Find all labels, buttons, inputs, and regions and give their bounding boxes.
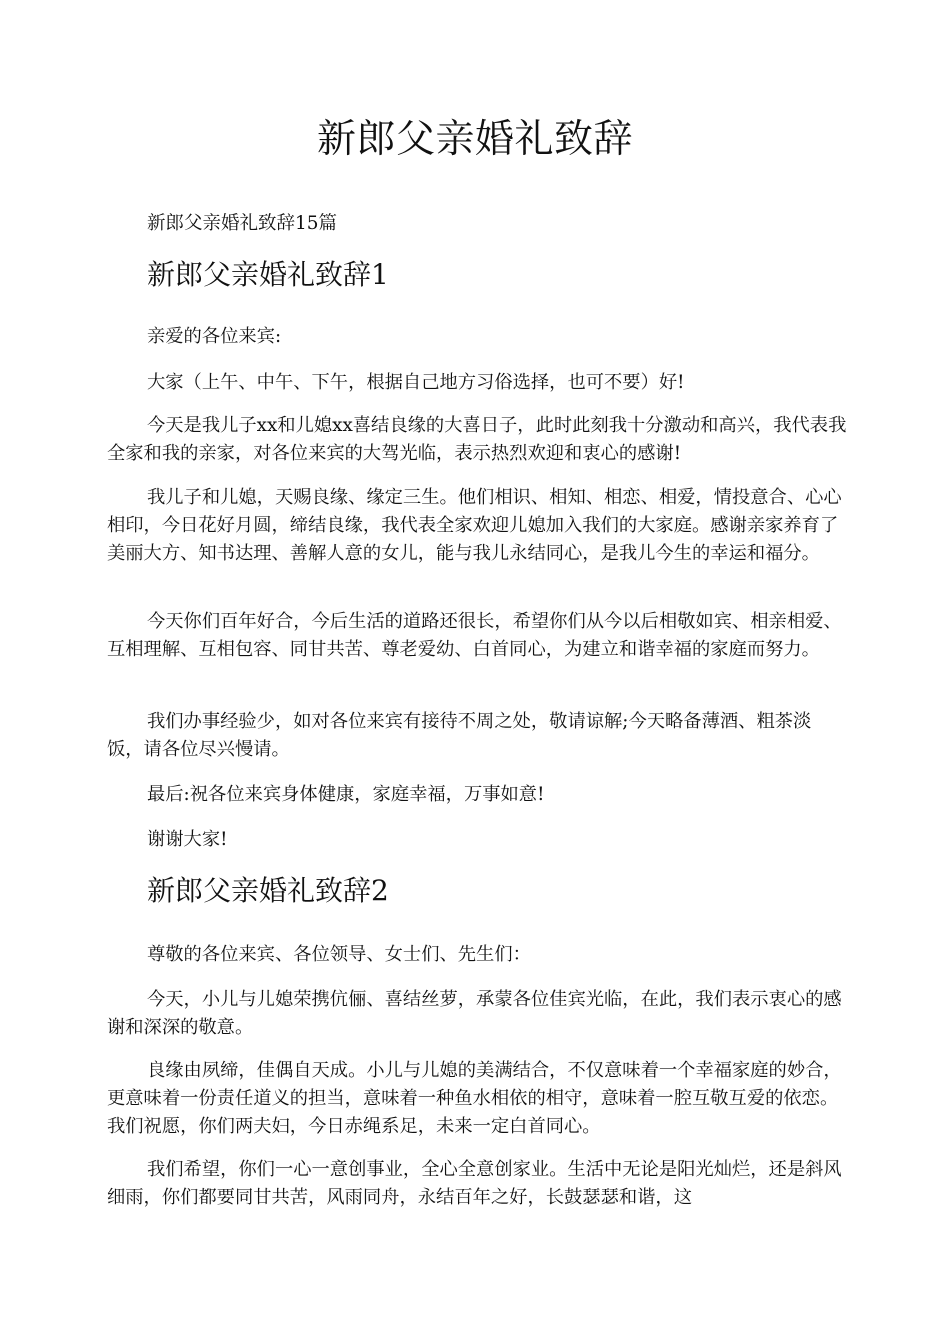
section-1-paragraph-5: 今天你们百年好合，今后生活的道路还很长，希望你们从今以后相敬如宾、相亲相爱、互相理解、互相包容、同甘共苦、尊老爱幼、白首同心，为建立和谐幸福的家庭而努力。 (107, 611, 842, 660)
document-subtitle: 新郎父亲婚礼致辞15篇 (147, 213, 338, 234)
section-1-paragraph-6: 我们办事经验少，如对各位来宾有接待不周之处，敬请谅解;今天略备薄酒、粗茶淡饭，请各位尽兴慢请。 (107, 711, 812, 760)
section-1-paragraph-1: 亲爱的各位来宾: (147, 326, 282, 347)
section-2-heading: 新郎父亲婚礼致辞2 (147, 874, 389, 907)
section-1-paragraph-3: 今天是我儿子xx和儿媳xx喜结良缘的大喜日子，此时此刻我十分激动和高兴，我代表我全家和我的亲家，对各位来宾的大驾光临，表示热烈欢迎和衷心的感谢! (107, 415, 847, 464)
section-2-paragraph-3: 良缘由夙缔，佳偶自天成。小儿与儿媳的美满结合，不仅意味着一个幸福家庭的妙合，更意味着一份责任道义的担当，意味着一种鱼水相依的相守，意味着一腔互敬互爱的依恋。我们祝愿，你们两夫妇，今日赤绳系足，未来一定白首同心。 (107, 1060, 842, 1137)
section-1-paragraph-7: 最后:祝各位来宾身体健康，家庭幸福，万事如意! (147, 784, 545, 805)
section-2-paragraph-4: 我们希望，你们一心一意创事业，全心全意创家业。生活中无论是阳光灿烂，还是斜风细雨，你们都要同甘共苦，风雨同舟，永结百年之好，长鼓瑟瑟和谐，这 (107, 1159, 842, 1208)
section-1-paragraph-8: 谢谢大家! (147, 829, 228, 850)
document-title: 新郎父亲婚礼致辞 (316, 117, 633, 162)
section-1-paragraph-4: 我儿子和儿媳，天赐良缘、缘定三生。他们相识、相知、相恋、相爱，情投意合、心心相印，今日花好月圆，缔结良缘，我代表全家欢迎儿媳加入我们的大家庭。感谢亲家养育了美丽大方、知书达理、善解人意的女儿，能与我儿永结同心，是我儿今生的幸运和福分。 (107, 487, 842, 564)
section-1-paragraph-2: 大家（上午、中午、下午，根据自己地方习俗选择，也可不要）好! (147, 372, 685, 393)
section-2-paragraph-2: 今天，小儿与儿媳荣携伉俪、喜结丝萝，承蒙各位佳宾光临，在此，我们表示衷心的感谢和深深的敬意。 (107, 989, 842, 1038)
section-2-paragraph-1: 尊敬的各位来宾、各位领导、女士们、先生们： (147, 944, 531, 965)
section-1-heading: 新郎父亲婚礼致辞1 (147, 258, 389, 291)
